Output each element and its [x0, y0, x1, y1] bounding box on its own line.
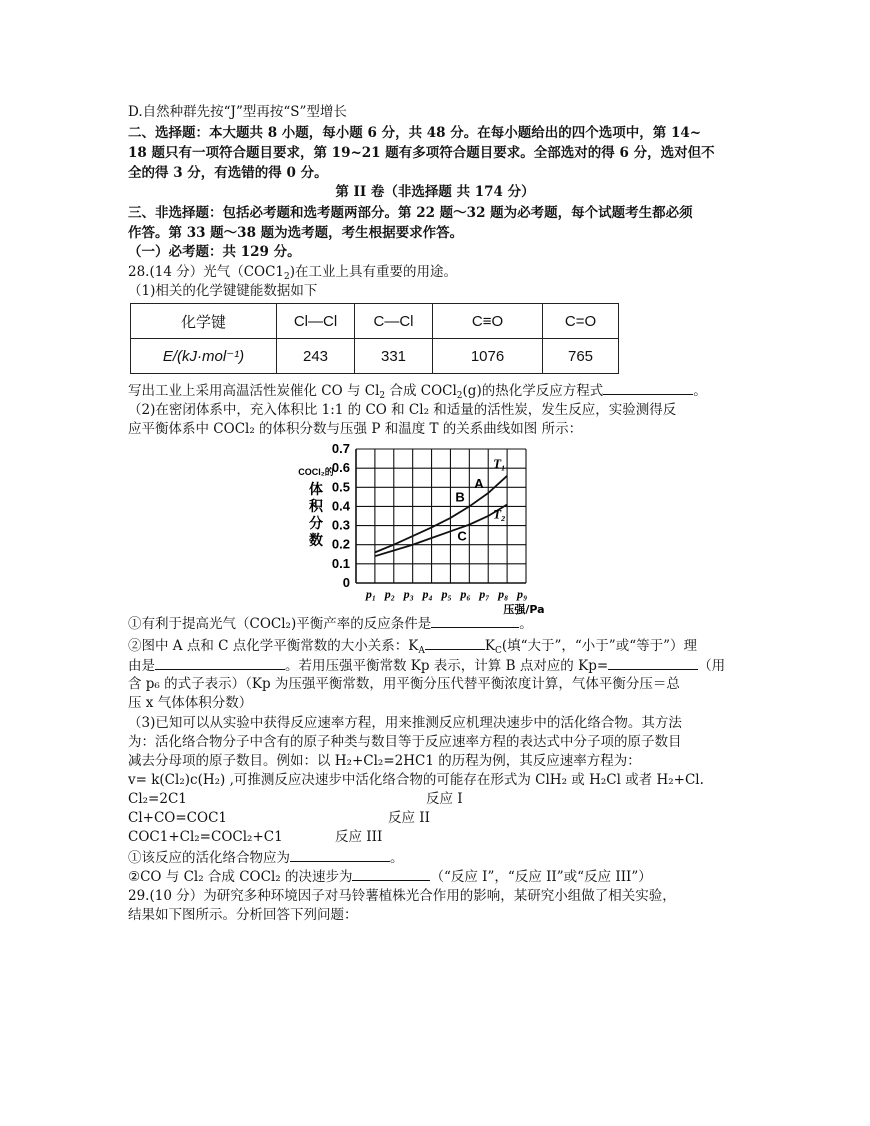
section-three-text: 作答。第 33 题～38 题为选考题，考生根据要求作答。	[128, 225, 464, 241]
point-label: A	[474, 476, 484, 492]
part-two-title: 第 II 卷（非选择题 共 174 分）	[335, 184, 535, 200]
question-28-3-sub-1: ①该反应的活化络合物应为 。	[128, 850, 404, 866]
question-28-part-1-prompt: 写出工业上采用高温活性炭催化 CO 与 $Cl_2$ 合成 COCl$_2$(g)的热化学反应方程式 。	[128, 383, 707, 401]
table-header-cell: C=O	[543, 304, 619, 339]
y-axis-label-char: 积	[309, 499, 323, 515]
y-tick-label: 0.3	[331, 517, 350, 533]
table-row	[131, 339, 619, 374]
series-label: T₂	[493, 506, 506, 522]
y-tick-label: 0.4	[331, 498, 350, 514]
question-29-stem: 29.(10 分）为研究多种环境因子对马铃薯植株光合作用的影响，某研究小组做了相关实验，	[128, 888, 676, 904]
x-tick-label: p₂	[384, 587, 395, 601]
rate-equation: v= k(Cl₂)c(H₂) ,可推测反应决速步中活化络合物的可能存在形式为 ClH₂ 或 H₂Cl 或者 H₂+Cl.	[128, 772, 704, 788]
table-header-cell: Cl—Cl	[277, 304, 355, 339]
question-28-2-sub-1: ①有利于提高光气（COCl₂)平衡产率的反应条件是 。	[128, 616, 533, 632]
table-cell: 1076	[433, 339, 543, 374]
table-header-cell: C≡O	[433, 304, 543, 339]
kp-note-end: 压 x 气体体积分数）	[128, 695, 253, 711]
question-28-stem: 28.(14 分）光气$(COC1_2)$在工业上具有重要的用途。	[128, 264, 458, 282]
point-label: B	[455, 489, 465, 505]
reaction-2-equation: Cl+CO=COC1	[128, 810, 227, 826]
reaction-1-equation: Cl₂=2C1	[128, 791, 187, 807]
y-tick-label: 0.7	[331, 441, 350, 456]
answer-blank[interactable]	[290, 848, 390, 862]
x-tick-label: p₉	[517, 587, 528, 601]
table-cell: 765	[543, 339, 619, 374]
required-heading: （一）必考题：共 129 分。	[128, 244, 301, 260]
section-two-text-end: 全的得 3 分，有选错的得 0 分。	[128, 165, 328, 181]
y-tick-label: 0.2	[331, 536, 350, 552]
reaction-1-label: 反应 I	[426, 791, 463, 807]
table-header-cell: 化学键	[131, 304, 277, 339]
question-28-3-sub-2: ②CO 与 Cl₂ 合成 COCl₂ 的决速步为 （“反应 I”，“反应 II”或“反应 III”）	[128, 869, 652, 885]
question-28-2-sub-2: ②图中 A 点和 C 点化学平衡常数的大小关系：$K_A$ $K_C$(填“大于”，“小于”或“等于”）理	[128, 638, 698, 656]
y-axis-label-char: 分	[309, 516, 323, 532]
answer-blank[interactable]	[608, 656, 698, 670]
table-row	[131, 304, 619, 339]
series-label: T₁	[493, 455, 506, 471]
question-28-part-2-cont: 应平衡体系中 COCl₂ 的体积分数与压强 P 和温度 T 的关系曲线如图 所示：	[128, 421, 583, 437]
question-28-part-3: （3)已知可以从实验中获得反应速率方程，用来推测反应机理决速步中的活化络合物。其方法	[128, 715, 682, 731]
x-tick-label: p₄	[422, 587, 433, 601]
section-two-text: 18 题只有一项符合题目要求，第 19~21 题有多项符合题目要求。全部选对的得 6 分，选对但不	[128, 145, 715, 161]
x-tick-label: p₆	[460, 587, 471, 601]
y-axis-label-char: 数	[309, 533, 323, 549]
answer-blank[interactable]	[603, 381, 693, 395]
question-28-part-3-cont: 为：活化络合物分子中含有的原子种类与数目等于反应速率方程的表达式中分子项的原子数目	[128, 734, 682, 750]
reaction-3-equation: COC1+Cl₂=COCl₂+C1	[128, 829, 283, 845]
answer-blank[interactable]	[431, 614, 519, 628]
answer-blank[interactable]	[155, 656, 285, 670]
table-cell: 331	[355, 339, 433, 374]
reaction-2-label: 反应 II	[388, 810, 430, 826]
kp-note: 含 p₆ 的式子表示）（Kp 为压强平衡常数，用平衡分压代替平衡浓度计算，气体平衡分压＝总	[128, 676, 680, 692]
question-28-2-sub-2-cont: 由是 。若用压强平衡常数 Kp 表示，计算 B 点对应的 Kp= （用	[128, 658, 726, 674]
y-axis-label-char: 体	[309, 482, 323, 498]
question-28-part-2: （2)在密闭体系中，充入体积比 1:1 的 CO 和 Cl₂ 和适量的活性炭，发生反应，实验测得反	[128, 402, 677, 418]
x-tick-label: p₁	[365, 587, 377, 601]
section-three-heading: 三、非选择题：包括必考题和选考题两部分。第 22 题～32 题为必考题，每个试题考生都必须	[128, 205, 693, 221]
x-tick-label: p₇	[479, 587, 490, 601]
y-tick-label: 0.6	[331, 460, 350, 476]
series-line	[375, 505, 507, 557]
y-tick-label: 0.1	[331, 555, 350, 571]
table-header-cell: C—Cl	[355, 304, 433, 339]
point-label: C	[457, 528, 467, 544]
table-cell: 243	[277, 339, 355, 374]
question-28-part-3-cont: 减去分母项的原子数目。例如：以 H₂+Cl₂=2HC1 的历程为例，其反应速率方程为：	[128, 753, 641, 769]
question-29-stem-cont: 结果如下图所示。分析回答下列问题：	[128, 907, 358, 923]
x-tick-label: p₅	[441, 587, 452, 601]
bond-energy-table	[130, 303, 619, 374]
equilibrium-chart	[290, 437, 580, 615]
reaction-3-label: 反应 III	[335, 829, 383, 845]
x-axis-label: 压强/Pa	[503, 603, 545, 615]
y-axis-label: COCl₂的	[298, 467, 334, 477]
table-row-label: E/(kJ·mol⁻¹)	[131, 339, 277, 374]
question-28-part-1: （1)相关的化学键键能数据如下	[128, 283, 318, 299]
option-d: D.自然种群先按“J”型再按“S”型增长	[128, 104, 347, 120]
y-tick-label: 0.5	[331, 479, 350, 495]
answer-blank[interactable]	[425, 636, 485, 650]
x-tick-label: p₈	[498, 587, 509, 601]
y-tick-label: 0	[342, 575, 350, 590]
answer-blank[interactable]	[352, 867, 430, 881]
x-tick-label: p₃	[403, 587, 414, 601]
section-two-heading: 二、选择题：本大题共 8 小题，每小题 6 分，共 48 分。在每小题给出的四个选项中，第 14~	[128, 125, 702, 141]
